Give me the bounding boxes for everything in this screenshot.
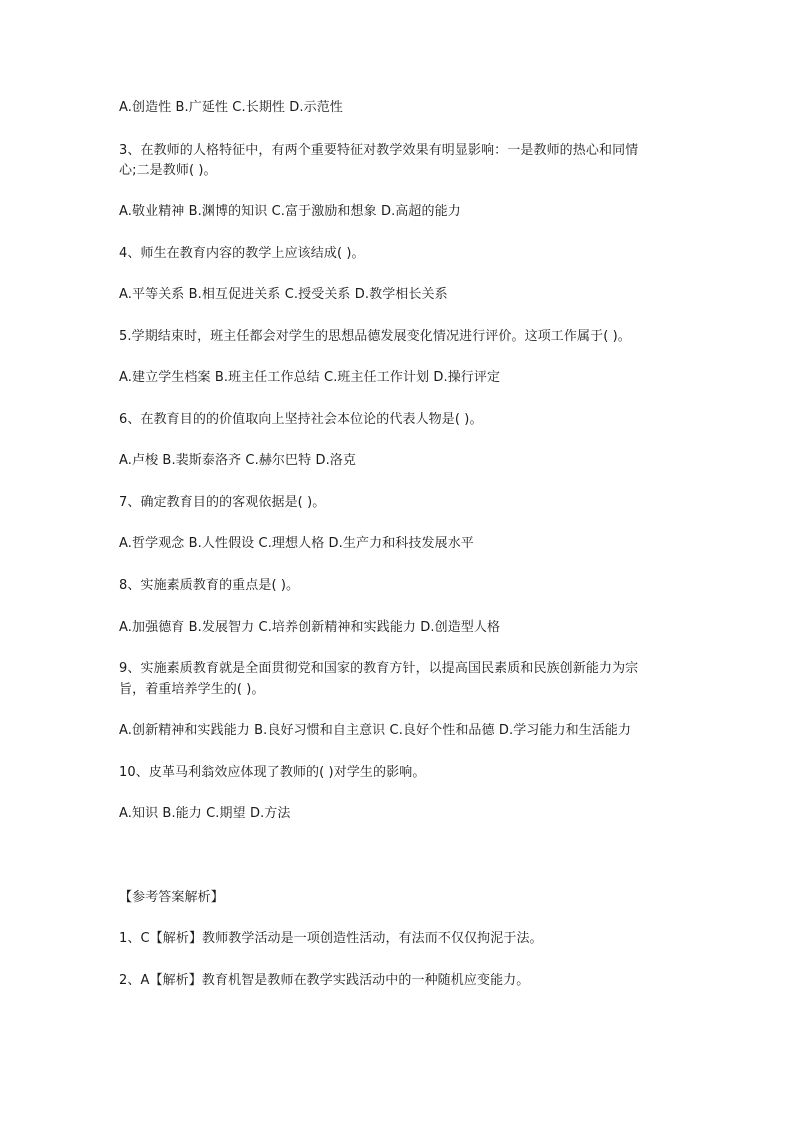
q9-options: A.创新精神和实践能力 B.良好习惯和自主意识 C.良好个性和品德 D.学习能力和生活能力: [119, 723, 632, 738]
q6-options: A.卢梭 B.裴斯泰洛齐 C.赫尔巴特 D.洛克: [119, 453, 356, 468]
q3-stem-line1: 3、在教师的人格特征中，有两个重要特征对教学效果有明显影响：一是教师的热心和同情: [119, 143, 639, 158]
answer-section-heading: 【参考答案解析】: [119, 890, 224, 905]
q4-stem: 4、师生在教育内容的教学上应该结成( )。: [119, 246, 365, 261]
q9-stem-line2: 旨，着重培养学生的( )。: [119, 682, 265, 697]
q5-stem: 5.学期结束时，班主任都会对学生的思想品德发展变化情况进行评价。这项工作属于( )。: [119, 329, 631, 344]
q8-stem: 8、实施素质教育的重点是( )。: [119, 578, 300, 593]
q5-options: A.建立学生档案 B.班主任工作总结 C.班主任工作计划 D.操行评定: [119, 370, 501, 385]
q6-stem: 6、在教育目的的价值取向上坚持社会本位论的代表人物是( )。: [119, 412, 483, 427]
q3-stem-line2: 心;二是教师( )。: [119, 163, 217, 178]
q7-stem: 7、确定教育目的的客观依据是( )。: [119, 495, 326, 510]
q8-options: A.加强德育 B.发展智力 C.培养创新精神和实践能力 D.创造型人格: [119, 620, 501, 635]
q10-options: A.知识 B.能力 C.期望 D.方法: [119, 806, 291, 821]
q10-stem: 10、皮革马利翁效应体现了教师的( )对学生的影响。: [119, 765, 426, 780]
answer-1: 1、C【解析】教师教学活动是一项创造性活动，有法而不仅仅拘泥于法。: [119, 931, 543, 946]
q7-options: A.哲学观念 B.人性假设 C.理想人格 D.生产力和科技发展水平: [119, 536, 474, 551]
q3-options: A.敬业精神 B.渊博的知识 C.富于激励和想象 D.高超的能力: [119, 204, 461, 219]
q2-options: A.创造性 B.广延性 C.长期性 D.示范性: [119, 100, 343, 115]
q4-options: A.平等关系 B.相互促进关系 C.授受关系 D.教学相长关系: [119, 287, 448, 302]
answer-2: 2、A【解析】教育机智是教师在教学实践活动中的一种随机应变能力。: [119, 973, 530, 988]
q9-stem-line1: 9、实施素质教育就是全面贯彻党和国家的教育方针，以提高国民素质和民族创新能力为宗: [119, 661, 639, 676]
